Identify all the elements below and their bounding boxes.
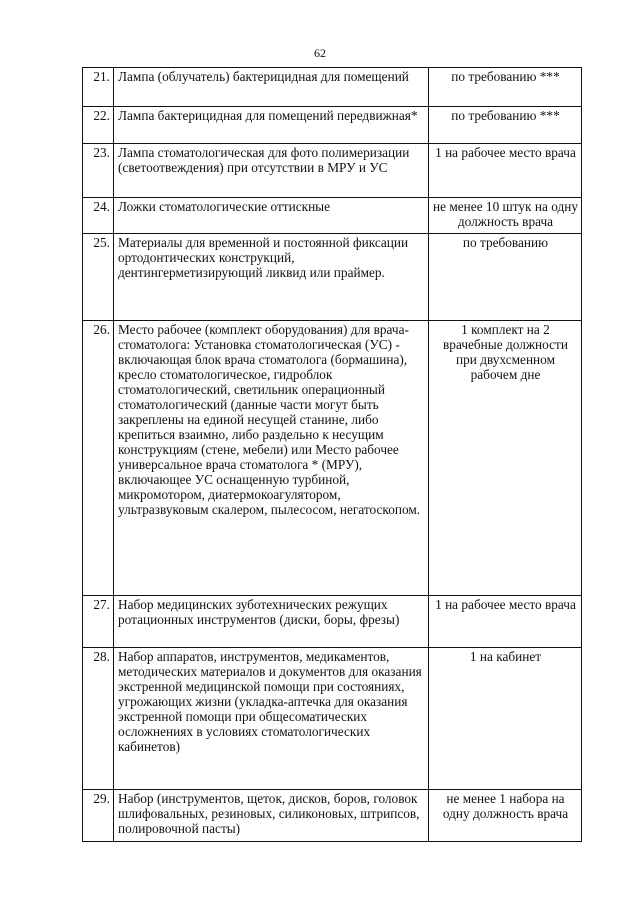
item-quantity: по требованию *** [429,68,582,107]
item-quantity: по требованию *** [429,107,582,144]
row-number: 24. [83,198,114,234]
item-name: Набор (инструментов, щеток, дисков, боров, головок шлифовальных, резиновых, силиконовых, штрипсов, полировочной пасты) [114,790,429,842]
table-row [83,234,582,321]
table-row [83,648,582,790]
item-name: Лампа (облучатель) бактерицидная для помещений [114,68,429,107]
table-row [83,144,582,198]
table-row [83,198,582,234]
item-quantity: 1 на рабочее место врача [429,596,582,648]
row-number: 25. [83,234,114,321]
row-number: 23. [83,144,114,198]
item-quantity: по требованию [429,234,582,321]
item-name: Материалы для временной и постоянной фиксации ортодонтических конструкций, дентингерметизирующий ликвид или праймер. [114,234,429,321]
table-row [83,68,582,107]
item-quantity: 1 на рабочее место врача [429,144,582,198]
item-quantity: 1 комплект на 2 врачебные должности при двухсменном рабочем дне [429,321,582,596]
item-quantity: не менее 1 набора на одну должность врача [429,790,582,842]
row-number: 29. [83,790,114,842]
equipment-table [82,67,582,842]
item-name: Лампа стоматологическая для фото полимеризации (светоотвеждения) при отсутствии в МРУ и УС [114,144,429,198]
table-row [83,321,582,596]
table-row [83,596,582,648]
item-name: Место рабочее (комплект оборудования) для врача-стоматолога: Установка стоматологическая (УС) - включающая блок врача стоматолога (бормашина), кресло стоматологическое, гидроблок стоматологический, светильник операционный стоматологический (данные части могут быть закреплены на единой несущей станине, либо крепиться взаимно, либо раздельно к несущим конструкциям (стене, мебели) или Место рабочее универсальное врача стоматолога * (МРУ), включающее УС оснащенную турбиной, микромотором, диатермокоагулятором, ультразвуковым скалером, пылесосом, негатоскопом. [114,321,429,596]
row-number: 27. [83,596,114,648]
row-number: 22. [83,107,114,144]
table-row [83,790,582,842]
item-name: Набор аппаратов, инструментов, медикаментов, методических материалов и документов для оказания экстренной медицинской помощи при состояниях, угрожающих жизни (укладка-аптечка для оказания экстренной помощи при общесоматических осложнениях в условиях стоматологических кабинетов) [114,648,429,790]
table-row [83,107,582,144]
item-name: Набор медицинских зуботехнических режущих ротационных инструментов (диски, боры, фрезы) [114,596,429,648]
item-quantity: 1 на кабинет [429,648,582,790]
row-number: 21. [83,68,114,107]
item-name: Ложки стоматологические оттискные [114,198,429,234]
row-number: 28. [83,648,114,790]
page-number: 62 [314,46,326,60]
item-name: Лампа бактерицидная для помещений передвижная* [114,107,429,144]
item-quantity: не менее 10 штук на одну должность врача [429,198,582,234]
row-number: 26. [83,321,114,596]
